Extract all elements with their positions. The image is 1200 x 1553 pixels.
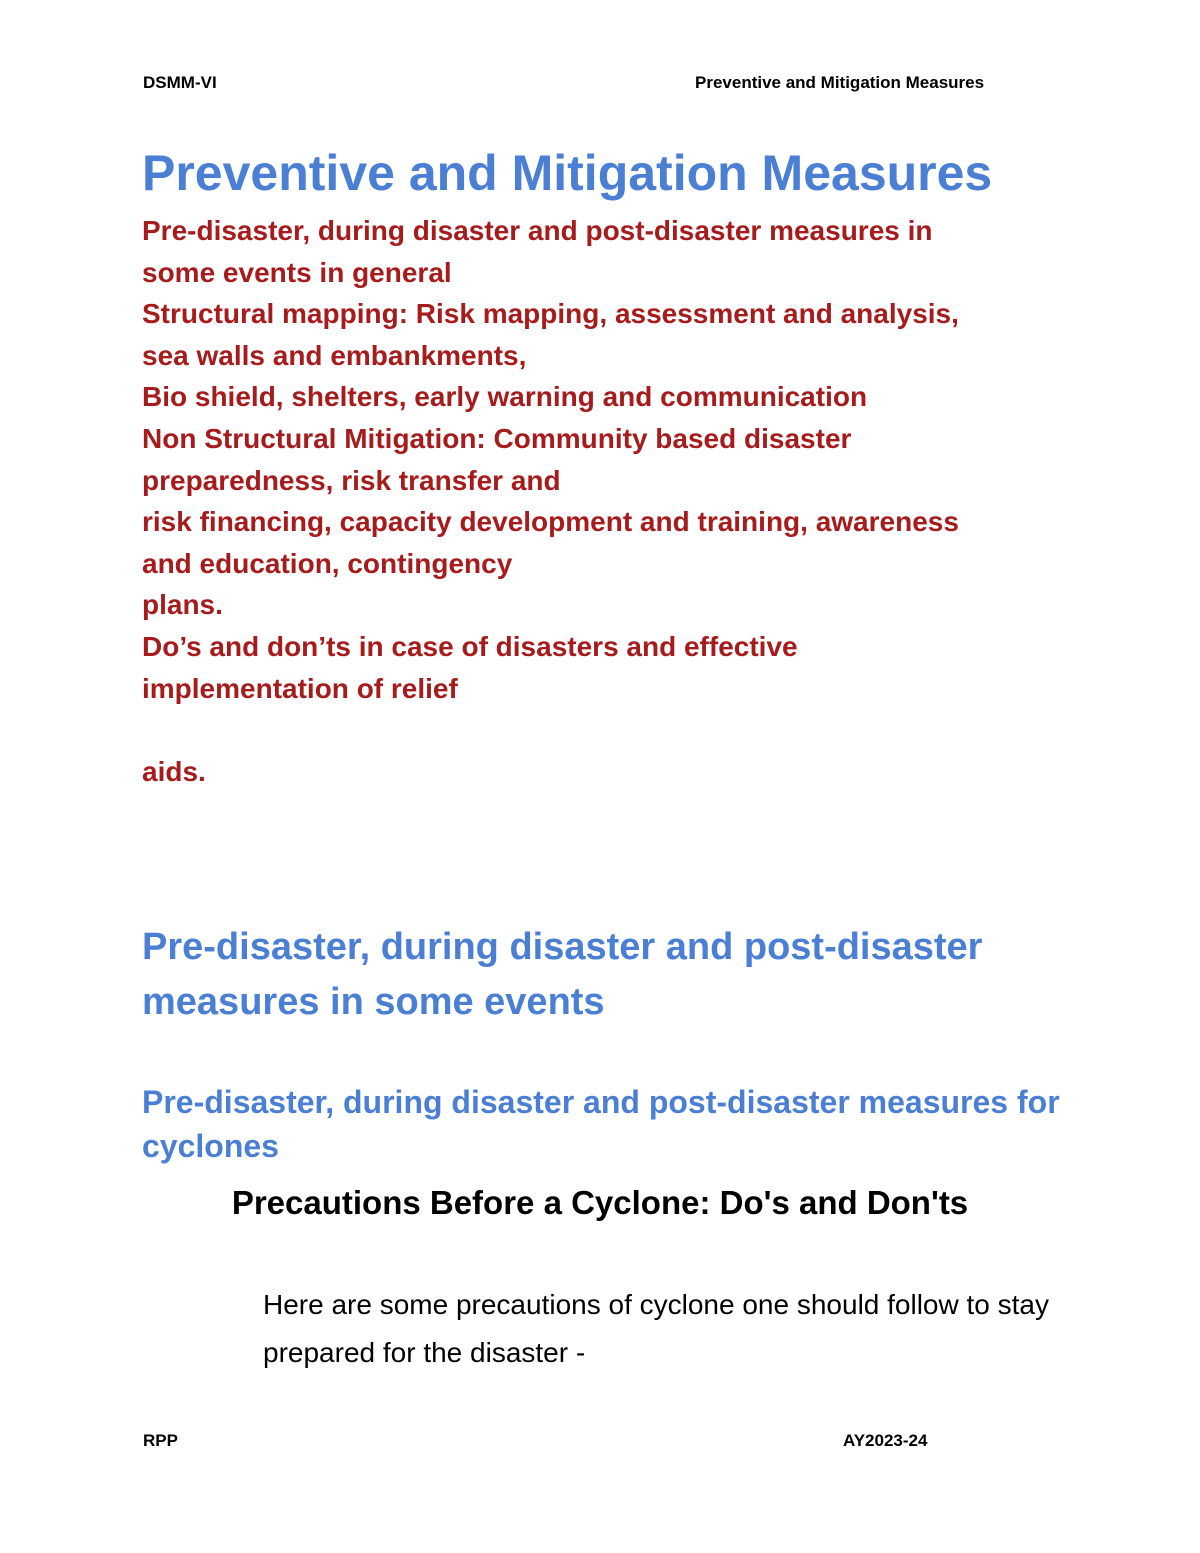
syllabus-line: Bio shield, shelters, early warning and communication	[142, 381, 868, 413]
syllabus-line: aids.	[142, 755, 206, 787]
header-topic: Preventive and Mitigation Measures	[695, 73, 985, 92]
intro-paragraph: Here are some precautions of cyclone one should follow to stay prepared for the disaster -	[263, 1289, 1049, 1368]
syllabus-line: Do’s and don’ts in case of disasters and effective	[142, 630, 798, 662]
syllabus-line: Structural mapping: Risk mapping, assessment and analysis,	[142, 298, 959, 330]
syllabus-line: sea walls and embankments,	[142, 339, 527, 371]
subsection-heading: Pre-disaster, during disaster and post-disaster measures for cyclones	[142, 1084, 1060, 1164]
syllabus-line: some events in general	[142, 256, 452, 288]
precautions-heading: Precautions Before a Cyclone: Do's and Don'ts	[231, 1184, 969, 1221]
syllabus-line: implementation of relief	[142, 672, 458, 704]
syllabus-line: preparedness, risk transfer and	[142, 464, 561, 496]
footer-author: RPP	[143, 1431, 178, 1450]
syllabus-line: risk financing, capacity development and training, awareness	[142, 506, 959, 538]
syllabus-line: Pre-disaster, during disaster and post-disaster measures in	[142, 215, 933, 246]
page-title: Preventive and Mitigation Measures	[142, 145, 993, 201]
syllabus-list	[142, 210, 1082, 792]
section-heading: Pre-disaster, during disaster and post-disaster measures in some events	[142, 926, 983, 1023]
syllabus-line: and education, contingency	[142, 547, 513, 579]
footer-academic-year: AY2023-24	[843, 1431, 928, 1450]
syllabus-line: Non Structural Mitigation: Community based disaster	[142, 422, 852, 454]
syllabus-line: plans.	[142, 589, 223, 621]
header-course-code: DSMM-VI	[143, 73, 217, 92]
